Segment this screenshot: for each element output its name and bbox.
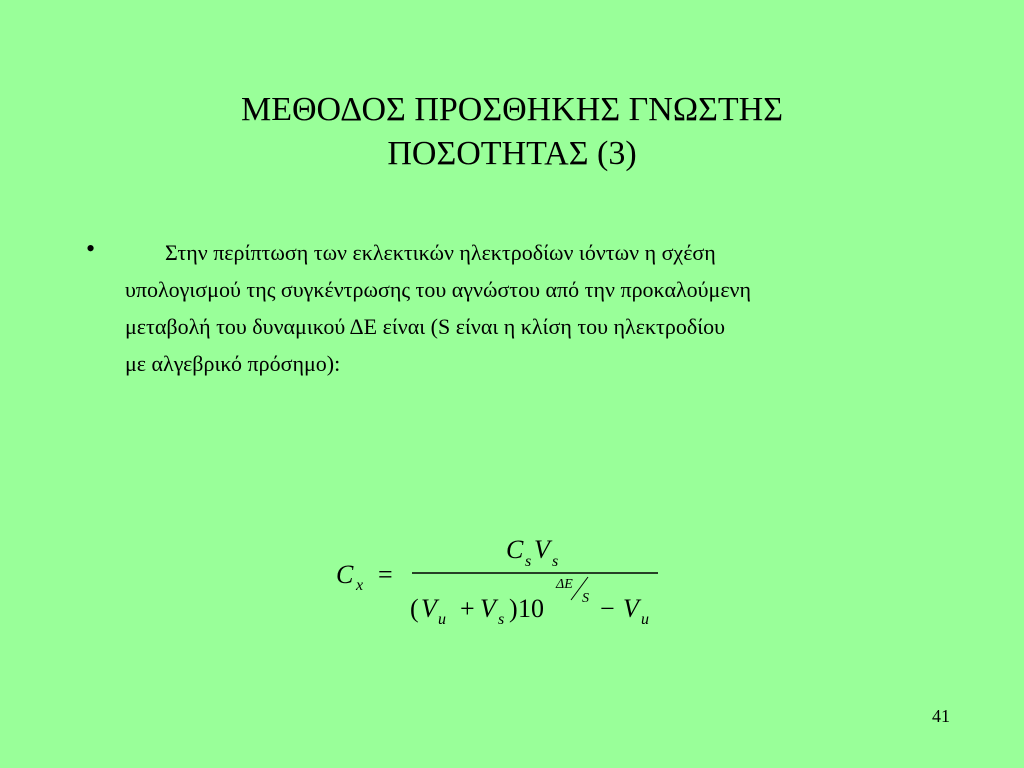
bullet-line-1: Στην περίπτωση των εκλεκτικών ηλεκτροδίων ιόντων η σχέση: [165, 240, 716, 265]
slide-title: [112, 88, 912, 176]
formula-num-c-sub: s: [525, 553, 532, 570]
formula-den-vu2-sub: u: [641, 611, 649, 628]
page-number: 41: [932, 706, 950, 726]
formula-num-v-sub: s: [552, 553, 559, 570]
formula-exp-num: ΔE: [556, 577, 573, 592]
formula-den-vu: V: [421, 594, 437, 623]
bullet-dot-icon: •: [86, 234, 96, 263]
formula-equals: =: [378, 560, 393, 589]
formula-den-close: ): [509, 594, 518, 623]
formula-den-vs-sub: s: [498, 611, 505, 628]
formula-den-vu2: V: [623, 594, 639, 623]
title-line-1: ΜΕΘΟΔΟΣ ΠΡΟΣΘΗΚΗΣ ΓΝΩΣΤΗΣ: [240, 91, 784, 128]
formula-den-vs: V: [480, 594, 496, 623]
bullet-line-3: μεταβολή του δυναμικού ΔΕ είναι (S είναι η κλίση του ηλεκτροδίου: [125, 314, 726, 339]
formula-den-minus: −: [600, 594, 615, 623]
formula-num-v: V: [534, 535, 550, 564]
title-line-2: ΠΟΣΟΤΗΤΑΣ (3): [387, 135, 637, 172]
bullet-line-2: υπολογισμού της συγκέντρωσης του αγνώστου από την προκαλούμενη: [125, 277, 752, 302]
bullet-line-4: με αλγεβρικό πρόσημο):: [125, 351, 341, 376]
formula: [320, 520, 680, 650]
formula-den-open: (: [410, 594, 419, 623]
formula-den-vu-sub: u: [438, 611, 446, 628]
formula-lhs-c: C: [336, 560, 354, 589]
bullet-text: [125, 234, 960, 382]
formula-den-plus: +: [460, 594, 475, 623]
formula-lhs-sub: x: [356, 577, 364, 594]
formula-exp-den: S: [582, 591, 589, 606]
formula-num-c: C: [506, 535, 524, 564]
formula-den-ten: 10: [518, 594, 544, 623]
formula-svg: [320, 520, 680, 650]
